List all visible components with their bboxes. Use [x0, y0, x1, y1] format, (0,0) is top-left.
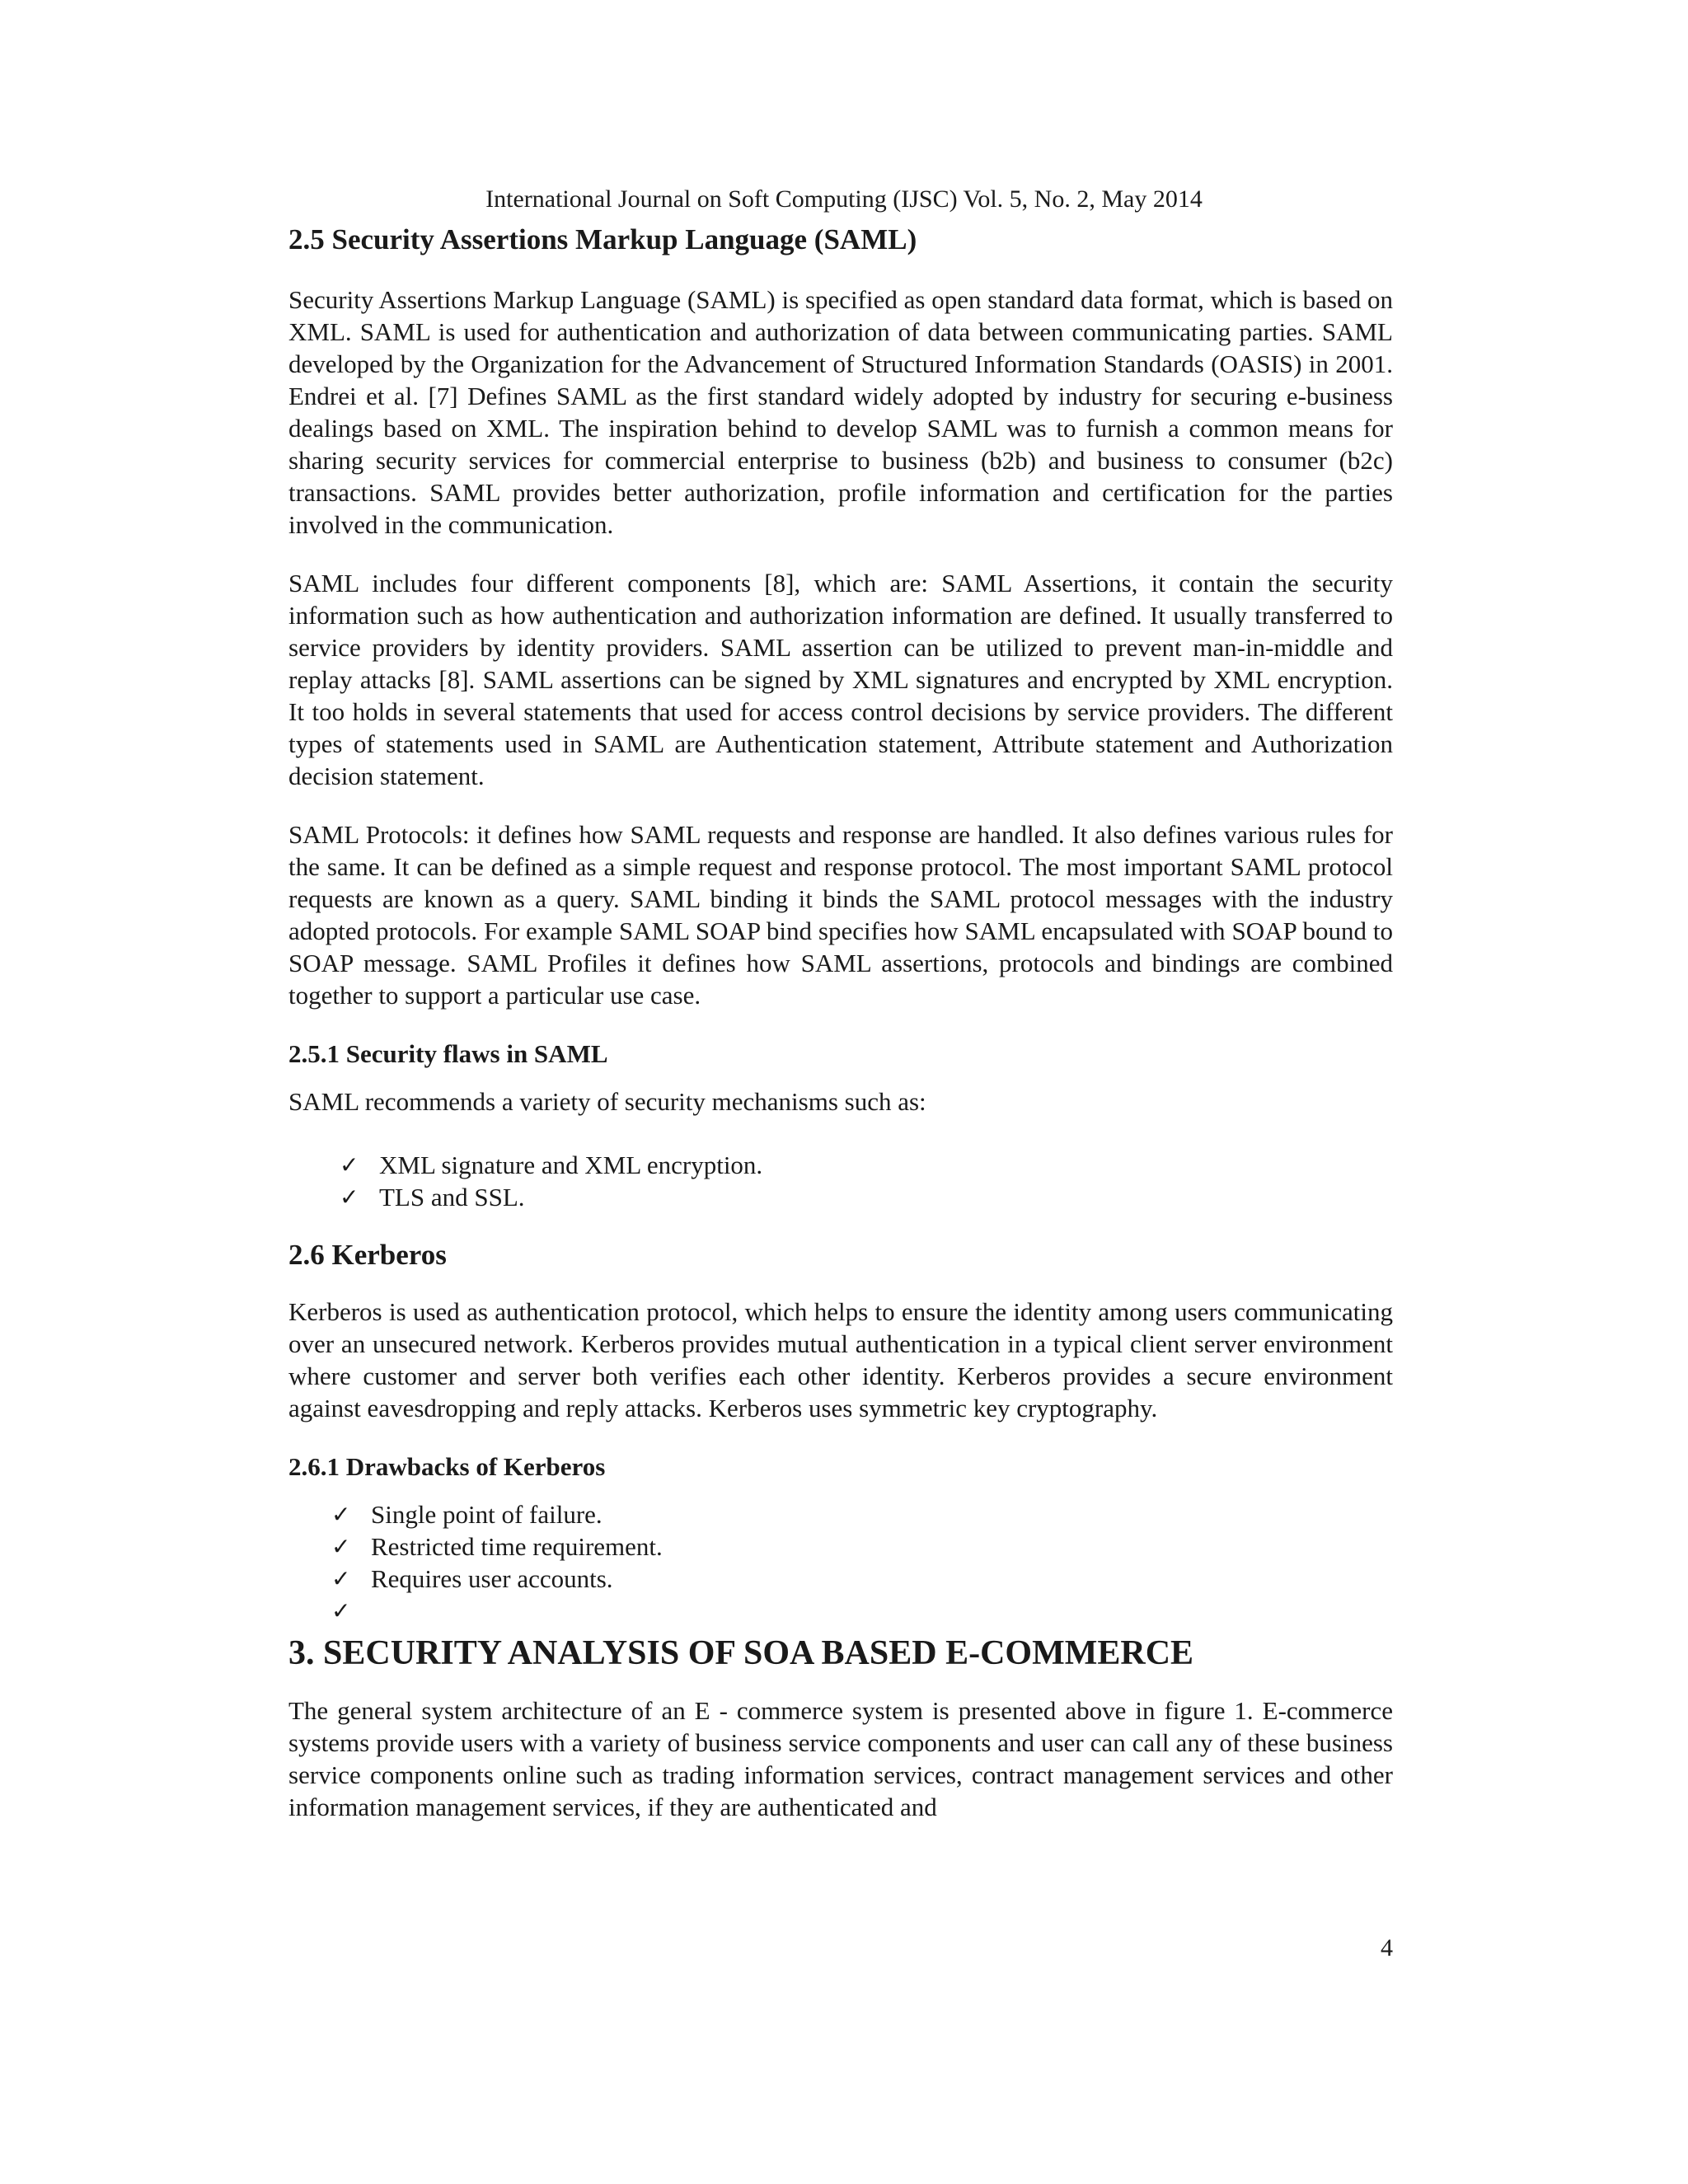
paragraph: SAML includes four different components [8], which are: SAML Assertions, it contain the security information such as how authentication and authorization information are defined. It usually transferred to service providers by identity providers. SAML assertion can be utilized to prevent man-in-middle and replay attacks [8]. SAML assertions can be signed by XML signatures and encrypted by XML encryption. It too holds in several statements that used for access control decisions by service providers. The different types of statements used in SAML are Authentication statement, Attribute statement and Authorization decision statement. — [288, 569, 1393, 790]
list-item — [340, 1181, 1393, 1213]
checkmark-icon: ✓ — [340, 1151, 359, 1179]
paragraph: Kerberos is used as authentication protocol, which helps to ensure the identity among users communicating over an unsecured network. Kerberos provides mutual authentication in a typical client server environment where customer and server both verifies each other identity. Kerberos provides a secure environment against eavesdropping and reply attacks. Kerberos uses symmetric key cryptography. — [288, 1297, 1393, 1422]
list-item — [331, 1595, 1393, 1627]
list-item-text: Single point of failure. — [371, 1500, 603, 1529]
subsection-heading-kerberos-drawbacks: 2.6.1 Drawbacks of Kerberos — [288, 1452, 606, 1481]
checkmark-icon: ✓ — [331, 1597, 351, 1624]
section-heading-kerberos: 2.6 Kerberos — [288, 1239, 447, 1271]
list-item — [331, 1530, 1393, 1563]
checkmark-icon: ✓ — [331, 1533, 351, 1560]
list-item — [331, 1498, 1393, 1530]
subsection-heading-saml-flaws: 2.5.1 Security flaws in SAML — [288, 1039, 608, 1068]
checklist-kerberos-drawbacks — [288, 1498, 1393, 1627]
section-heading-saml: 2.5 Security Assertions Markup Language (SAML) — [288, 223, 917, 255]
chapter-heading-security-analysis: 3. SECURITY ANALYSIS OF SOA BASED E-COMMERCE — [288, 1634, 1194, 1672]
page-content — [288, 221, 1393, 1849]
page-number: 4 — [1381, 1934, 1393, 1961]
checkmark-icon: ✓ — [331, 1501, 351, 1528]
list-item-text: Requires user accounts. — [371, 1564, 613, 1593]
paragraph: The general system architecture of an E - commerce system is presented above in figure 1. E-commerce systems provide users with a variety of business service components and user can call any of these business service components online such as trading information services, contract management services and other information management services, if they are authenticated and — [288, 1696, 1393, 1821]
list-item — [331, 1563, 1393, 1595]
checklist-saml-mechanisms — [288, 1149, 1393, 1213]
checkmark-icon: ✓ — [331, 1565, 351, 1592]
paragraph: SAML recommends a variety of security mechanisms such as: — [288, 1087, 926, 1116]
list-item — [340, 1149, 1393, 1181]
paragraph: Security Assertions Markup Language (SAML) is specified as open standard data format, which is based on XML. SAML is used for authentication and authorization of data between communicating parties. SAML developed by the Organization for the Advancement of Structured Information Standards (OASIS) in 2001. Endrei et al. [7] Defines SAML as the first standard widely adopted by industry for securing e-business dealings based on XML. The inspiration behind to develop SAML was to furnish a common means for sharing security services for commercial enterprise to business (b2b) and business to consumer (b2c) transactions. SAML provides better authorization, profile information and certification for the parties involved in the communication. — [288, 285, 1393, 539]
list-item-text: Restricted time requirement. — [371, 1532, 663, 1561]
paragraph: SAML Protocols: it defines how SAML requests and response are handled. It also defines various rules for the same. It can be defined as a simple request and response protocol. The most important SAML protocol requests are known as a query. SAML binding it binds the SAML protocol messages with the industry adopted protocols. For example SAML SOAP bind specifies how SAML encapsulated with SOAP bound to SOAP message. SAML Profiles it defines how SAML assertions, protocols and bindings are combined together to support a particular use case. — [288, 820, 1393, 1010]
list-item-text: XML signature and XML encryption. — [379, 1151, 763, 1179]
list-item-text: TLS and SSL. — [379, 1183, 525, 1212]
checkmark-icon: ✓ — [340, 1183, 359, 1211]
running-header: International Journal on Soft Computing (IJSC) Vol. 5, No. 2, May 2014 — [485, 185, 1203, 213]
